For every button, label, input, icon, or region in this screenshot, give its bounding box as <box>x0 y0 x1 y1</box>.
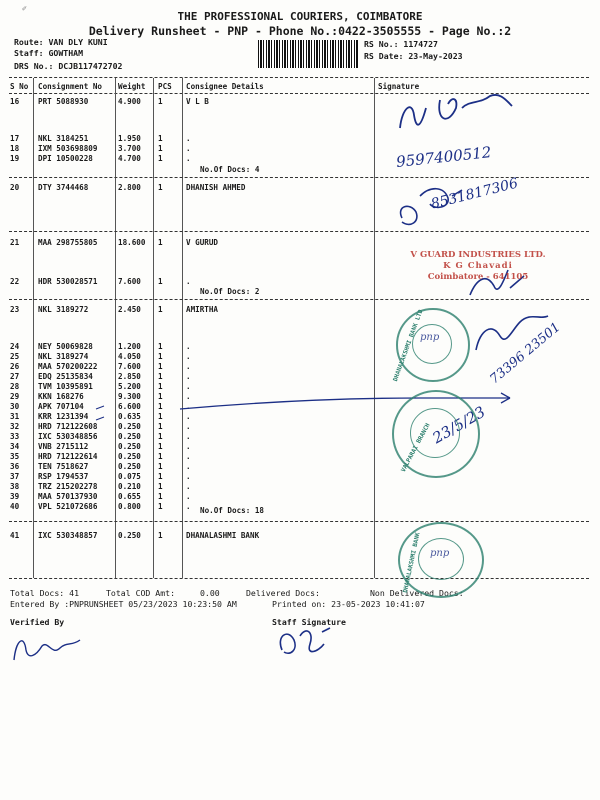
row-consignee: AMIRTHA <box>186 305 219 314</box>
handwritten-date: 23/5/23 <box>429 402 489 448</box>
row-pcs: 1 <box>158 97 163 106</box>
row-sno: 41 <box>10 531 20 540</box>
row-pcs: 1 <box>158 382 163 391</box>
runsheet-subtitle: Delivery Runsheet - PNP - Phone No.:0422-3505555 - Page No.:2 <box>88 24 512 38</box>
row-pcs: 1 <box>158 352 163 361</box>
row-consignment: DPI 10500228 <box>38 154 93 163</box>
row-sno: 32 <box>10 422 20 431</box>
row-pcs: 1 <box>158 432 163 441</box>
printed-on: Printed on: 23-05-2023 10:41:07 <box>272 599 425 609</box>
row-sno: 20 <box>10 183 20 192</box>
row-consignment: MAA 570200222 <box>38 362 98 371</box>
row-consignee: . <box>186 482 191 491</box>
row-weight: 0.250 <box>118 442 141 451</box>
row-sno: 37 <box>10 472 20 481</box>
row-pcs: 1 <box>158 472 163 481</box>
row-pcs: 1 <box>158 392 163 401</box>
row-sno: 27 <box>10 372 20 381</box>
row-weight: 0.250 <box>118 462 141 471</box>
row-weight: 2.800 <box>118 183 141 192</box>
row-weight: 4.700 <box>118 154 141 163</box>
row-consignment: HDR 530028571 <box>38 277 98 286</box>
bank-stamp-text-2: VALPARAI BRANCH <box>400 422 432 474</box>
row-weight: 0.655 <box>118 492 141 501</box>
row-consignment: TVM 10395891 <box>38 382 93 391</box>
row-consignee: . <box>186 372 191 381</box>
row-consignment: HRD 712122614 <box>38 452 98 461</box>
row-pcs: 1 <box>158 277 163 286</box>
row-weight: 4.900 <box>118 97 141 106</box>
row-sno: 24 <box>10 342 20 351</box>
row-consignee: . <box>186 382 191 391</box>
row-consignee: . <box>186 342 191 351</box>
row-consignment: NEY 50069828 <box>38 342 93 351</box>
row-weight: 0.250 <box>118 452 141 461</box>
company-title: THE PROFESSIONAL COURIERS, COIMBATORE <box>177 10 423 23</box>
delivered-docs: Delivered Docs: <box>246 588 320 598</box>
row-consignment: VPL 521072686 <box>38 502 98 511</box>
row-consignment: NKL 3184251 <box>38 134 89 143</box>
col-pcs: PCS <box>158 82 172 91</box>
row-sno: 35 <box>10 452 20 461</box>
row-pcs: 1 <box>158 502 163 511</box>
row-consignment: TRZ 215202278 <box>38 482 98 491</box>
row-pcs: 1 <box>158 402 163 411</box>
handwritten-phone-3: 73396 23501 <box>487 319 564 388</box>
total-cod-value: 0.00 <box>200 588 220 598</box>
row-consignee: . <box>186 362 191 371</box>
col-consignment: Consignment No <box>38 82 103 91</box>
row-sno: 26 <box>10 362 20 371</box>
row-weight: 1.950 <box>118 134 141 143</box>
row-weight: 6.600 <box>118 402 141 411</box>
row-pcs: 1 <box>158 342 163 351</box>
row-consignment: DTY 3744468 <box>38 183 89 192</box>
row-consignment: IXM 503698809 <box>38 144 98 153</box>
row-consignee: . <box>186 402 191 411</box>
rs-number: RS No.: 1174727 <box>364 39 438 49</box>
row-weight: 7.600 <box>118 277 141 286</box>
row-sno: 33 <box>10 432 20 441</box>
row-consignment: KRR 1231394 <box>38 412 89 421</box>
row-weight: 0.210 <box>118 482 141 491</box>
row-pcs: 1 <box>158 305 163 314</box>
drs-number: DRS No.: DCJB117472702 <box>14 61 123 71</box>
row-consignee: . <box>186 392 191 401</box>
row-sno: 29 <box>10 392 20 401</box>
row-pcs: 1 <box>158 238 163 247</box>
row-consignment: HRD 712122608 <box>38 422 98 431</box>
row-sno: 38 <box>10 482 20 491</box>
row-sno: 34 <box>10 442 20 451</box>
row-sno: 31 <box>10 412 20 421</box>
row-sno: 36 <box>10 462 20 471</box>
staff-label: Staff: GOWTHAM <box>14 48 84 58</box>
row-weight: 5.200 <box>118 382 141 391</box>
check-mark-icon <box>96 406 104 420</box>
row-pcs: 1 <box>158 412 163 421</box>
handwritten-phone-2: 8531817306 <box>429 175 520 213</box>
col-weight: Weight <box>118 82 146 91</box>
row-consignment: NKL 3189272 <box>38 305 89 314</box>
row-consignment: IXC 530348857 <box>38 531 98 540</box>
row-consignment: APK 707104 <box>38 402 84 411</box>
row-consignment: RSP 1794537 <box>38 472 89 481</box>
row-consignee: . <box>186 472 191 481</box>
stamp-city: Coimbatore - 641105 <box>427 272 529 282</box>
stamp-pnp-text: pnp <box>420 332 440 343</box>
docs-count-text: No.Of Docs: 18 <box>200 506 265 515</box>
row-consignee: . <box>186 154 191 163</box>
verified-signature-stroke <box>14 640 80 660</box>
row-weight: 4.050 <box>118 352 141 361</box>
staff-signature-label: Staff Signature <box>272 617 346 627</box>
row-consignment: MAA 298755805 <box>38 238 98 247</box>
row-consignee: . <box>186 452 191 461</box>
bank-stamp-text-1: DHANALAKSHMI BANK LTD <box>392 308 425 383</box>
row-pcs: 1 <box>158 144 163 153</box>
row-consignment: IXC 530348856 <box>38 432 98 441</box>
row-weight: 0.075 <box>118 472 141 481</box>
total-docs: Total Docs: 41 <box>10 588 80 598</box>
docs-count-text: No.Of Docs: 2 <box>200 287 260 296</box>
row-weight: 18.600 <box>118 238 146 247</box>
row-weight: 0.250 <box>118 422 141 431</box>
total-cod-label: Total COD Amt: <box>106 588 176 598</box>
row-sno: 40 <box>10 502 20 511</box>
row-consignee: . <box>186 352 191 361</box>
row-pcs: 1 <box>158 462 163 471</box>
row-weight: 9.300 <box>118 392 141 401</box>
row-sno: 23 <box>10 305 20 314</box>
bank-stamp-text-3: DHANALAKSHMI BANK <box>402 531 422 594</box>
row-sno: 30 <box>10 402 20 411</box>
row-pcs: 1 <box>158 154 163 163</box>
row-weight: 2.450 <box>118 305 141 314</box>
rs-date: RS Date: 23-May-2023 <box>364 51 463 61</box>
row-consignee: . <box>186 134 191 143</box>
row-consignee: . <box>186 422 191 431</box>
row-consignee: . <box>186 412 191 421</box>
signature-stroke <box>400 95 512 128</box>
row-pcs: 1 <box>158 422 163 431</box>
row-consignment: VNB 2715112 <box>38 442 89 451</box>
row-consignment: KKN 168276 <box>38 392 84 401</box>
row-weight: 3.700 <box>118 144 141 153</box>
row-consignment: PRT 5088930 <box>38 97 89 106</box>
row-weight: 2.850 <box>118 372 141 381</box>
stamp-vguard <box>398 250 558 283</box>
row-pcs: 1 <box>158 134 163 143</box>
row-sno: 39 <box>10 492 20 501</box>
row-sno: 25 <box>10 352 20 361</box>
col-consignee: Consignee Details <box>186 82 264 91</box>
row-pcs: 1 <box>158 531 163 540</box>
row-consignment: NKL 3189274 <box>38 352 89 361</box>
row-weight: 0.250 <box>118 432 141 441</box>
stamp-company: V GUARD INDUSTRIES LTD. <box>410 250 546 260</box>
row-weight: 0.800 <box>118 502 141 511</box>
row-pcs: 1 <box>158 452 163 461</box>
entered-by: Entered By :PNPRUNSHEET 05/23/2023 10:23:50 AM <box>10 599 237 609</box>
col-signature: Signature <box>378 82 420 91</box>
row-sno: 28 <box>10 382 20 391</box>
staff-signature-stroke <box>280 628 330 653</box>
row-pcs: 1 <box>158 492 163 501</box>
row-weight: 1.200 <box>118 342 141 351</box>
row-weight: 0.635 <box>118 412 141 421</box>
row-pcs: 1 <box>158 482 163 491</box>
row-consignment: EDQ 25135834 <box>38 372 93 381</box>
docs-count-text: No.Of Docs: 4 <box>200 165 260 174</box>
row-consignee: . <box>186 502 191 511</box>
row-sno: 21 <box>10 238 20 247</box>
row-weight: 0.250 <box>118 531 141 540</box>
verified-by-label: Verified By <box>10 617 65 627</box>
row-consignee: V L B <box>186 97 209 106</box>
row-sno: 22 <box>10 277 20 286</box>
route-label: Route: VAN DLY KUNI <box>14 37 108 47</box>
row-consignee: . <box>186 462 191 471</box>
row-consignee: . <box>186 442 191 451</box>
row-pcs: 1 <box>158 183 163 192</box>
row-consignee: . <box>186 277 191 286</box>
row-consignment: TEN 7518627 <box>38 462 89 471</box>
row-consignee: . <box>186 432 191 441</box>
row-consignee: V GURUD <box>186 238 219 247</box>
corner-mark-icon: ✐ <box>22 4 27 13</box>
row-sno: 16 <box>10 97 20 106</box>
row-pcs: 1 <box>158 372 163 381</box>
handwritten-phone-1: 9597400512 <box>395 143 493 171</box>
non-delivered-docs: Non Delivered Docs: <box>370 588 464 598</box>
stamp-pnp-text-2: pnp <box>430 548 450 559</box>
row-consignee: . <box>186 492 191 501</box>
row-sno: 17 <box>10 134 20 143</box>
row-pcs: 1 <box>158 442 163 451</box>
row-weight: 7.600 <box>118 362 141 371</box>
stamp-area: K G Chavadi <box>443 261 513 271</box>
row-sno: 19 <box>10 154 20 163</box>
row-consignee: DHANISH AHMED <box>186 183 246 192</box>
row-consignee: DHANALASHMI BANK <box>186 531 260 540</box>
row-consignee: . <box>186 144 191 153</box>
row-pcs: 1 <box>158 362 163 371</box>
row-sno: 18 <box>10 144 20 153</box>
col-sno: S No <box>10 82 29 91</box>
row-consignment: MAA 570137930 <box>38 492 98 501</box>
